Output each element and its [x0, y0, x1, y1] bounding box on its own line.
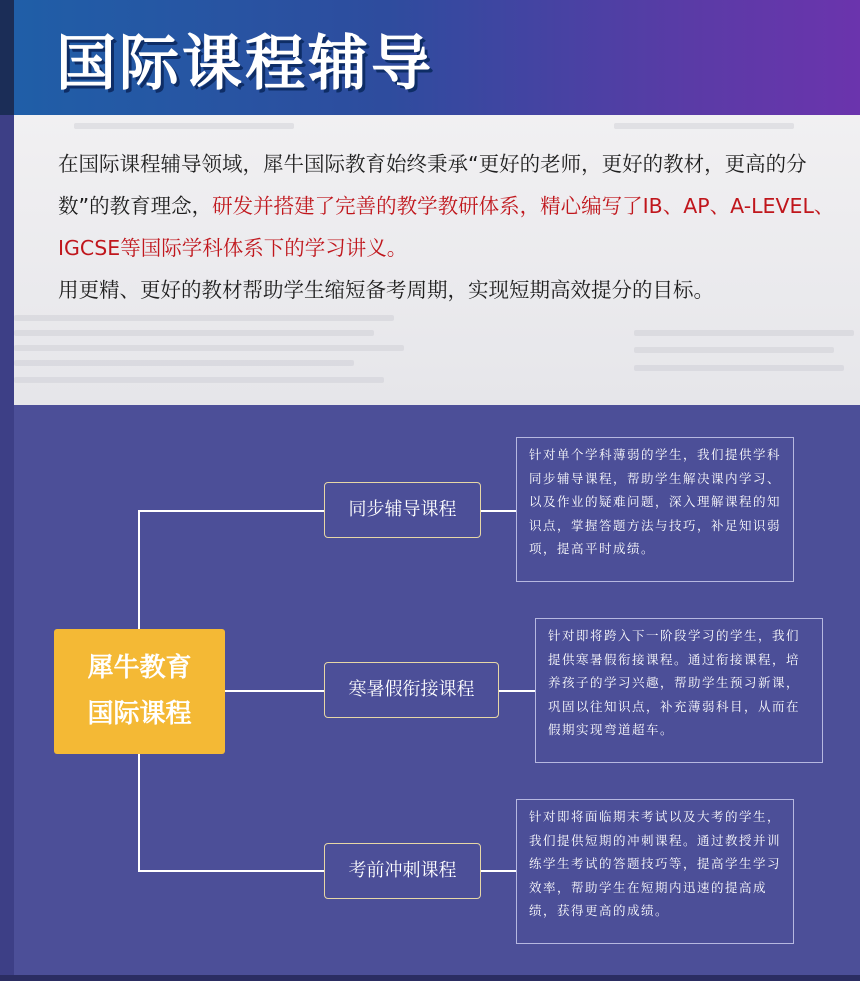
header-edge	[0, 0, 14, 115]
course-sprint-description: 针对即将面临期末考试以及大考的学生，我们提供短期的冲刺课程。通过教授并训练学生考试的答题技巧等，提高学生学习效率，帮助学生在短期内迅速的提高成绩，获得更高的成绩。	[516, 799, 794, 944]
connector-top-curve	[138, 510, 324, 512]
connector-bottom-right	[480, 870, 516, 872]
course-holiday-bridge[interactable]: 寒暑假衔接课程	[324, 662, 499, 718]
course-diagram	[14, 405, 860, 975]
course-sync-tutoring[interactable]: 同步辅导课程	[324, 482, 481, 538]
connector-middle	[225, 690, 324, 692]
connector-bottom-curve	[138, 870, 324, 872]
course-holiday-description: 针对即将跨入下一阶段学习的学生，我们提供寒暑假衔接课程。通过衔接课程，培养孩子的学习兴趣，帮助学生预习新课，巩固以往知识点，补充薄弱科目，从而在假期实现弯道超车。	[535, 618, 823, 763]
intro-paragraph	[58, 143, 848, 311]
page-title: 国际课程辅导	[56, 29, 434, 99]
center-node	[54, 629, 225, 754]
connector-top-right	[480, 510, 516, 512]
intro-highlight-text: 研发并搭建了完善的教学教研体系，精心编写了IB、AP、A-LEVEL、IGCSE等国际学科体系下的学习讲义。	[58, 194, 835, 260]
intro-section	[14, 115, 860, 405]
center-node-line1: 犀牛教育	[87, 653, 192, 683]
course-exam-sprint[interactable]: 考前冲刺课程	[324, 843, 481, 899]
course-sync-description: 针对单个学科薄弱的学生，我们提供学科同步辅导课程，帮助学生解决课内学习、以及作业的疑难问题，深入理解课程的知识点，掌握答题方法与技巧，补足知识弱项，提高平时成绩。	[516, 437, 794, 582]
connector-middle-right	[499, 690, 535, 692]
center-node-line2: 国际课程	[87, 699, 192, 729]
intro-text-part1: 在国际课程辅导领域，犀牛国际教育始终秉承“更好的老师，更好的教材，更高的分数”的教育理念，	[58, 152, 807, 218]
bottom-strip	[0, 975, 860, 981]
intro-text-part2: 用更精、更好的教材帮助学生缩短备考周期，实现短期高效提分的目标。	[58, 278, 714, 302]
header-banner	[0, 0, 860, 115]
